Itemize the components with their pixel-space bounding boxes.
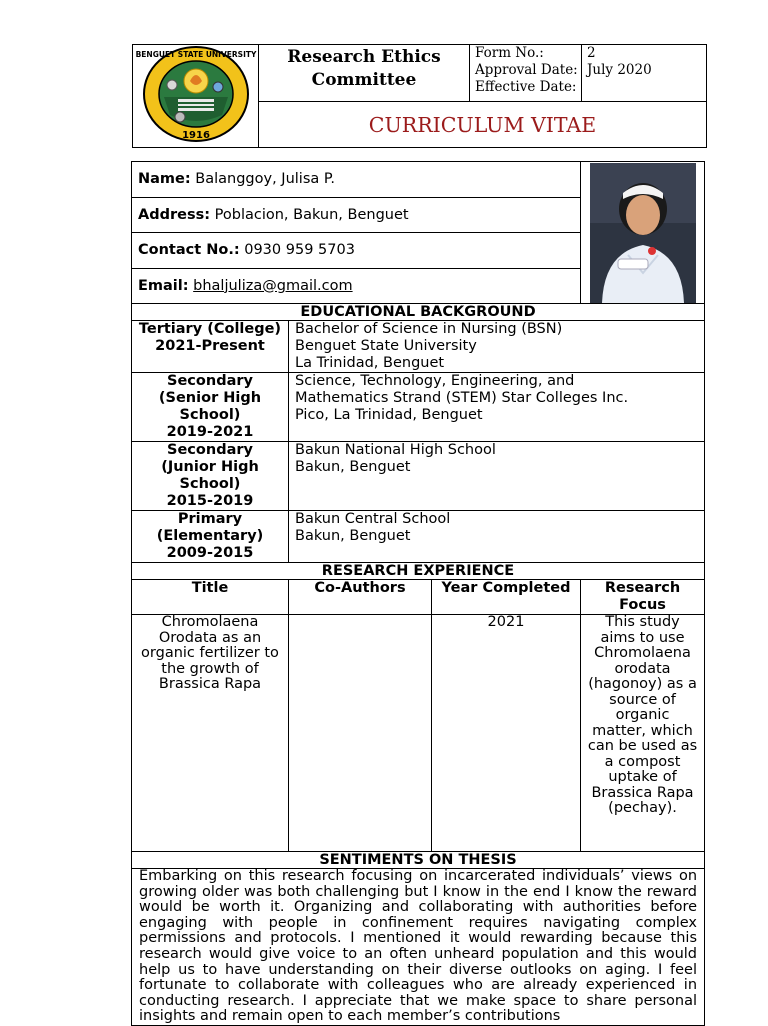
research-year: 2021 [432, 615, 581, 852]
approval-date-value: July 2020 [587, 62, 652, 78]
education-level-years: 2019-2021 [166, 424, 254, 440]
education-details [289, 373, 705, 442]
education-detail-line: Pico, La Trinidad, Benguet [295, 407, 483, 423]
committee-title [259, 45, 470, 102]
form-no-value: 2 [587, 45, 596, 61]
thesis-text: Embarking on this research focusing on incarcerated individuals’ views on growing older was both challenging but I know in the end I know the reward would be worth it. Organizing and collaborating with authorities before engaging with people in confinement requires navigating complex permissions and protocols. I mentioned it would rewarding because this research would give voice to an often unheard population and this would help us to have understanding on their diverse outlooks on aging. I feel fortunate to collaborate with colleagues who are already experienced in conducting research. I appreciate that we make space to share personal insights and remain open to each member’s contributions [132, 869, 705, 1026]
education-details [289, 442, 705, 511]
thesis-heading: SENTIMENTS ON THESIS [132, 852, 705, 869]
education-detail-line: Bakun, Benguet [295, 459, 411, 475]
logo-university-name: BENGUET STATE UNIVERSITY [135, 50, 256, 59]
profile-photo-cell [581, 162, 705, 304]
effective-date-label: Effective Date: [475, 79, 577, 95]
university-logo-cell [133, 45, 259, 148]
research-heading: RESEARCH EXPERIENCE [132, 563, 705, 580]
address-label: Address: [138, 206, 211, 223]
logo-year: 1916 [181, 130, 210, 141]
research-col-title: Title [132, 580, 289, 615]
education-heading: EDUCATIONAL BACKGROUND [132, 304, 705, 321]
education-level-line: Secondary [167, 373, 253, 389]
form-no-label: Form No.: [475, 45, 544, 61]
education-detail-line: La Trinidad, Benguet [295, 355, 445, 371]
email-link[interactable]: bhaljuliza@gmail.com [193, 277, 353, 294]
university-seal-logo [135, 45, 256, 143]
education-level-line: School) [179, 476, 241, 492]
education-level-line: School) [179, 407, 241, 423]
education-details [289, 321, 705, 373]
name-value: Balanggoy, Julisa P. [195, 171, 335, 188]
document-title: CURRICULUM VITAE [259, 102, 707, 148]
research-col-focus: Research Focus [581, 580, 705, 615]
contact-value: 0930 959 5703 [244, 242, 355, 259]
committee-title-line2: Committee [311, 70, 417, 90]
education-level-line: Primary [177, 511, 243, 527]
education-level-line: Secondary [167, 442, 253, 458]
education-level-years: 2009-2015 [166, 545, 254, 561]
form-header [132, 44, 707, 148]
education-level-line: (Elementary) [156, 528, 264, 544]
form-values [582, 45, 707, 102]
education-detail-line: Benguet State University [295, 338, 477, 354]
education-level [132, 321, 289, 373]
education-detail-line: Bachelor of Science in Nursing (BSN) [295, 321, 563, 337]
education-detail-line: Bakun, Benguet [295, 528, 411, 544]
committee-title-line1: Research Ethics [287, 47, 441, 67]
address-row [132, 197, 581, 233]
education-level-years: 2021-Present [155, 338, 265, 354]
education-detail-line: Mathematics Strand (STEM) Star Colleges Inc. [295, 390, 629, 406]
education-level [132, 442, 289, 511]
research-title: Chromolaena Orodata as an organic fertilizer to the growth of Brassica Rapa [132, 615, 289, 852]
education-level-line: (Junior High [161, 459, 259, 475]
address-value: Poblacion, Bakun, Benguet [214, 206, 409, 223]
research-col-year: Year Completed [432, 580, 581, 615]
education-level [132, 511, 289, 563]
contact-label: Contact No.: [138, 242, 240, 259]
research-row [132, 615, 705, 852]
education-detail-line: Bakun National High School [295, 442, 496, 458]
research-coauthors [289, 615, 432, 852]
email-label: Email: [138, 277, 189, 294]
education-level-line: (Senior High [158, 390, 262, 406]
education-level-line: Tertiary (College) [138, 321, 282, 337]
research-focus: This study aims to use Chromolaena orodata (hagonoy) as a source of organic matter, which can be used as a compost uptake of Brassica Rapa (pechay). [581, 615, 705, 852]
education-detail-line: Science, Technology, Engineering, and [295, 373, 575, 389]
education-detail-line: Bakun Central School [295, 511, 451, 527]
education-level [132, 373, 289, 442]
name-label: Name: [138, 171, 191, 188]
contact-row [132, 233, 581, 269]
research-col-coauthors: Co-Authors [289, 580, 432, 615]
form-labels [470, 45, 582, 102]
approval-date-label: Approval Date: [475, 62, 578, 78]
education-level-years: 2015-2019 [166, 493, 254, 509]
education-details [289, 511, 705, 563]
email-row [132, 268, 581, 304]
name-row [132, 162, 581, 198]
cv-table [131, 161, 705, 1026]
profile-photo [590, 163, 696, 303]
